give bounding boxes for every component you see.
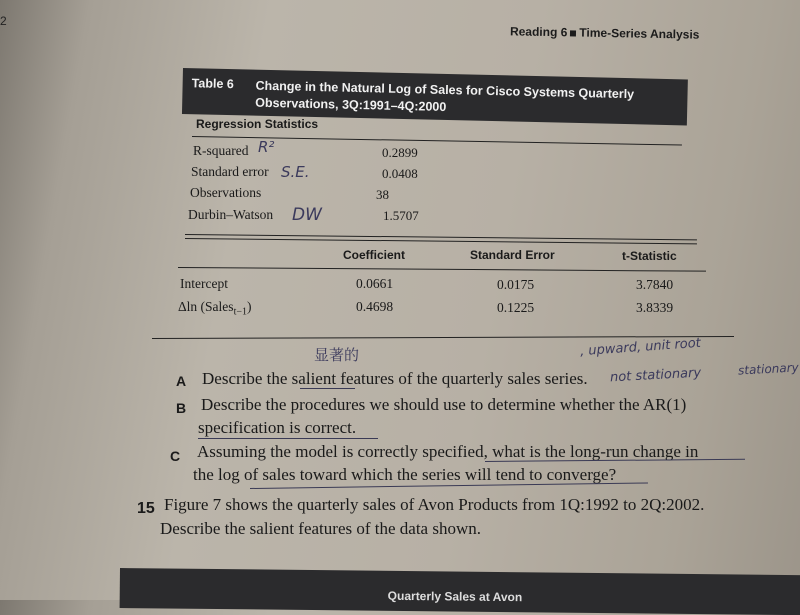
handwritten-underline [300,388,355,389]
handwritten-underline [198,438,378,439]
figure-caption-text: Quarterly Sales at Avon [387,588,523,605]
question-letter: B [176,400,187,416]
stat-label: Durbin–Watson [188,207,274,222]
handwritten-note: stationary [737,360,800,378]
question-text-line1: Describe the procedures we should use to determine whether the AR(1) [201,395,687,414]
stat-value: 0.2899 [382,145,418,160]
running-header [510,24,700,41]
question-text-line2: the log of sales toward which the series will tend to converge? [193,465,617,484]
stat-label: Standard error [191,164,269,179]
row-label-suffix: ) [246,299,252,314]
handwritten-note: DW [292,205,322,225]
question-text-line2: specification is correct. [198,418,357,437]
question-letter: C [170,448,181,464]
page-number: 2 [0,14,7,28]
question-text-line2: Describe the salient features of the data shown. [160,519,481,538]
row-label-prefix: Δln (Sales [178,299,234,314]
handwritten-note: R² [258,138,275,156]
header-separator [570,30,576,36]
regression-statistics-heading: Regression Statistics [196,117,319,131]
question-text-line1: Figure 7 shows the quarterly sales of Avon Products from 1Q:1992 to 2Q:2002. [164,495,705,514]
table-cell: 0.0175 [497,277,535,292]
handwritten-note: , upward, unit root [579,335,702,360]
question-text: Describe the salient features of the quarterly sales series. [202,369,588,388]
question-text-line1: Assuming the model is correctly specified, what is the long-run change in [197,442,699,461]
table-cell: 0.0661 [356,276,394,291]
header-reading: Reading 6 [509,24,568,40]
handwritten-note: not stationary [609,365,702,386]
header-section: Time-Series Analysis [579,25,700,42]
stat-label: Observations [190,185,262,200]
handwritten-note: S.E. [281,163,310,181]
question-letter: A [176,373,187,389]
column-header: Standard Error [470,248,555,262]
figure-caption-bar [120,568,800,615]
stat-value: 0.0408 [382,166,418,181]
table-cell: 3.8339 [636,300,674,315]
question-number: 15 [137,500,155,517]
table-cell: 3.7840 [636,277,674,292]
row-label-subscript: t−1 [233,306,247,318]
stat-value: 1.5707 [383,208,419,223]
column-header-rule [178,267,706,272]
stat-value: 38 [376,187,389,202]
table-title: Change in the Natural Log of Sales for Cisco Systems Quarterly Observations, 3Q:1991–4Q:2000 [255,78,635,114]
handwritten-note: 显著的 [314,346,360,364]
column-header: Coefficient [343,248,406,262]
column-header: t-Statistic [622,249,677,263]
table-cell: 0.4698 [356,299,394,314]
table-number: Table 6 [191,76,234,92]
row-label: Intercept [180,276,228,291]
table-cell: 0.1225 [497,300,535,315]
row-label [178,299,251,318]
stat-label: R-squared [193,143,249,158]
